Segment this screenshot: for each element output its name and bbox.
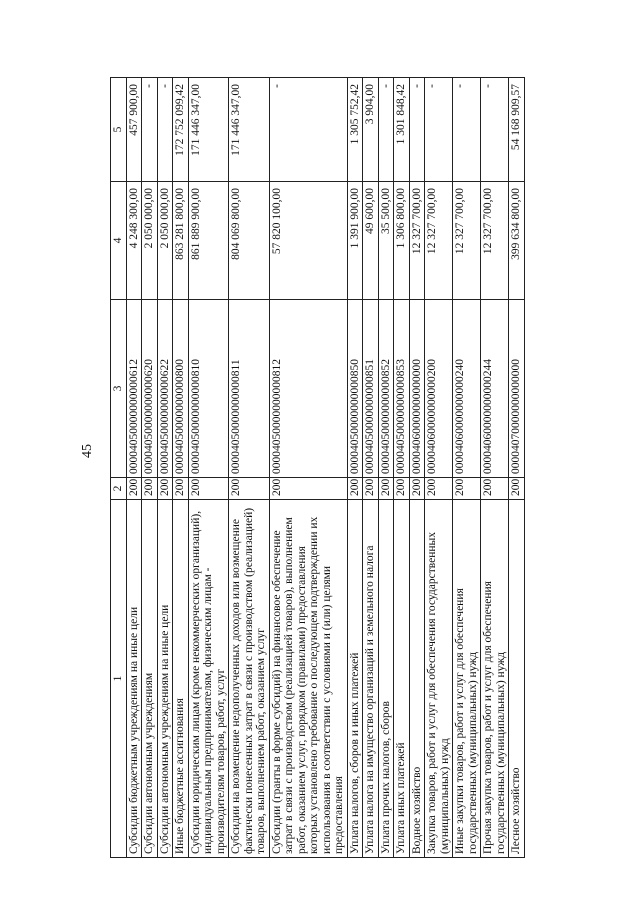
row-col2-cell: 200 bbox=[363, 478, 379, 500]
row-name-cell: Субсидии (гранты в форме субсидий) на финансовое обеспечение затрат в связи с производством (реализацией товаров), выполнением работ, оказанием услуг, порядком (правилами) предоставления которых установлено требование о последующем подтверждении их использования в соответствии с условиями и (или) целями предоставления bbox=[269, 500, 347, 858]
row-col4-cell: 2 050 000,00 bbox=[142, 182, 158, 300]
table-row bbox=[409, 78, 425, 858]
row-code-cell: 00004050000000000852 bbox=[378, 300, 394, 478]
row-col5-cell: - bbox=[269, 78, 347, 182]
table-row bbox=[142, 78, 158, 858]
row-col5-cell: - bbox=[425, 78, 453, 182]
page-number: 45 bbox=[80, 444, 95, 458]
row-col5-cell: 457 900,00 bbox=[126, 78, 142, 182]
row-col2-cell: 200 bbox=[142, 478, 158, 500]
table-row bbox=[347, 78, 363, 858]
header-cell-3: 3 bbox=[111, 300, 127, 478]
table-row bbox=[425, 78, 453, 858]
row-code-cell: 00004070000000000000 bbox=[509, 300, 525, 478]
row-col2-cell: 200 bbox=[394, 478, 410, 500]
table-row bbox=[157, 78, 173, 858]
row-name-cell: Субсидии автономным учреждениям на иные цели bbox=[157, 500, 173, 858]
row-name-cell: Уплата иных платежей bbox=[394, 500, 410, 858]
row-col4-cell: 12 327 700,00 bbox=[453, 182, 481, 300]
header-cell-2: 2 bbox=[111, 478, 127, 500]
row-code-cell: 00004050000000000853 bbox=[394, 300, 410, 478]
row-name-cell: Уплата налогов, сборов и иных платежей bbox=[347, 500, 363, 858]
table-row bbox=[509, 78, 525, 858]
row-name-cell: Уплата налога на имущество организаций и земельного налога bbox=[363, 500, 379, 858]
row-col2-cell: 200 bbox=[453, 478, 481, 500]
row-col2-cell: 200 bbox=[378, 478, 394, 500]
row-col5-cell: - bbox=[453, 78, 481, 182]
table-row bbox=[173, 78, 189, 858]
row-name-cell: Субсидии юридическим лицам (кроме некоммерческих организаций), индивидуальным предпринимателям, физическим лицам - производителям товаров, работ, услуг bbox=[188, 500, 229, 858]
row-col5-cell: 1 305 752,42 bbox=[347, 78, 363, 182]
row-col5-cell: 3 904,00 bbox=[363, 78, 379, 182]
row-col5-cell: - bbox=[378, 78, 394, 182]
row-name-cell: Прочая закупка товаров, работ и услуг для обеспечения государственных (муниципальных) нужд bbox=[481, 500, 509, 858]
row-col5-cell: 171 446 347,00 bbox=[188, 78, 229, 182]
row-code-cell: 00004050000000000800 bbox=[173, 300, 189, 478]
table-body bbox=[126, 78, 524, 858]
row-col2-cell: 200 bbox=[269, 478, 347, 500]
row-col5-cell: - bbox=[157, 78, 173, 182]
header-row bbox=[111, 78, 127, 858]
row-name-cell: Субсидии автономным учреждениям bbox=[142, 500, 158, 858]
row-col4-cell: 49 600,00 bbox=[363, 182, 379, 300]
row-col4-cell: 57 820 100,00 bbox=[269, 182, 347, 300]
table-row bbox=[126, 78, 142, 858]
row-code-cell: 00004060000000000244 bbox=[481, 300, 509, 478]
table-row bbox=[363, 78, 379, 858]
row-col2-cell: 200 bbox=[188, 478, 229, 500]
row-name-cell: Лесное хозяйство bbox=[509, 500, 525, 858]
header-cell-4: 4 bbox=[111, 182, 127, 300]
row-code-cell: 00004060000000000000 bbox=[409, 300, 425, 478]
row-col4-cell: 861 889 900,00 bbox=[188, 182, 229, 300]
table-row bbox=[188, 78, 229, 858]
row-code-cell: 00004050000000000612 bbox=[126, 300, 142, 478]
row-code-cell: 00004050000000000812 bbox=[269, 300, 347, 478]
budget-table bbox=[110, 77, 525, 858]
header-cell-1: 1 bbox=[111, 500, 127, 858]
table-row bbox=[378, 78, 394, 858]
row-col2-cell: 200 bbox=[229, 478, 270, 500]
row-name-cell: Иные бюджетные ассигнования bbox=[173, 500, 189, 858]
row-col5-cell: - bbox=[481, 78, 509, 182]
row-col4-cell: 863 281 800,00 bbox=[173, 182, 189, 300]
row-code-cell: 00004050000000000622 bbox=[157, 300, 173, 478]
row-name-cell: Иные закупки товаров, работ и услуг для обеспечения государственных (муниципальных) нужд bbox=[453, 500, 481, 858]
row-col4-cell: 12 327 700,00 bbox=[425, 182, 453, 300]
table-row bbox=[453, 78, 481, 858]
row-code-cell: 00004050000000000850 bbox=[347, 300, 363, 478]
row-name-cell: Субсидии на возмещение недополученных доходов или возмещение фактически понесенных затрат в связи с производством (реализацией) товаров, выполнением работ, оказанием услуг bbox=[229, 500, 270, 858]
row-col2-cell: 200 bbox=[347, 478, 363, 500]
row-code-cell: 00004050000000000620 bbox=[142, 300, 158, 478]
row-col5-cell: 172 752 099,42 bbox=[173, 78, 189, 182]
row-col2-cell: 200 bbox=[481, 478, 509, 500]
table-row bbox=[229, 78, 270, 858]
row-col4-cell: 35 500,00 bbox=[378, 182, 394, 300]
row-col4-cell: 2 050 000,00 bbox=[157, 182, 173, 300]
row-col2-cell: 200 bbox=[157, 478, 173, 500]
row-col4-cell: 804 069 800,00 bbox=[229, 182, 270, 300]
table-row bbox=[481, 78, 509, 858]
rotated-table-container bbox=[110, 78, 570, 858]
row-col5-cell: 1 301 848,42 bbox=[394, 78, 410, 182]
row-code-cell: 00004050000000000811 bbox=[229, 300, 270, 478]
row-col4-cell: 12 327 700,00 bbox=[481, 182, 509, 300]
row-col5-cell: 54 168 909,57 bbox=[509, 78, 525, 182]
row-col2-cell: 200 bbox=[409, 478, 425, 500]
row-col5-cell: - bbox=[409, 78, 425, 182]
row-col4-cell: 1 306 800,00 bbox=[394, 182, 410, 300]
row-code-cell: 00004060000000000240 bbox=[453, 300, 481, 478]
row-col2-cell: 200 bbox=[509, 478, 525, 500]
row-col5-cell: - bbox=[142, 78, 158, 182]
row-col2-cell: 200 bbox=[425, 478, 453, 500]
row-col4-cell: 1 391 900,00 bbox=[347, 182, 363, 300]
header-cell-5: 5 bbox=[111, 78, 127, 182]
row-name-cell: Уплата прочих налогов, сборов bbox=[378, 500, 394, 858]
row-name-cell: Субсидии бюджетным учреждениям на иные цели bbox=[126, 500, 142, 858]
row-code-cell: 00004050000000000851 bbox=[363, 300, 379, 478]
row-name-cell: Закупка товаров, работ и услуг для обеспечения государственных (муниципальных) нужд bbox=[425, 500, 453, 858]
row-col2-cell: 200 bbox=[126, 478, 142, 500]
table-row bbox=[269, 78, 347, 858]
row-col2-cell: 200 bbox=[173, 478, 189, 500]
row-col4-cell: 4 248 300,00 bbox=[126, 182, 142, 300]
row-col4-cell: 12 327 700,00 bbox=[409, 182, 425, 300]
row-col5-cell: 171 446 347,00 bbox=[229, 78, 270, 182]
row-code-cell: 00004060000000000200 bbox=[425, 300, 453, 478]
row-name-cell: Водное хозяйство bbox=[409, 500, 425, 858]
row-col4-cell: 399 634 800,00 bbox=[509, 182, 525, 300]
table-row bbox=[394, 78, 410, 858]
row-code-cell: 00004050000000000810 bbox=[188, 300, 229, 478]
